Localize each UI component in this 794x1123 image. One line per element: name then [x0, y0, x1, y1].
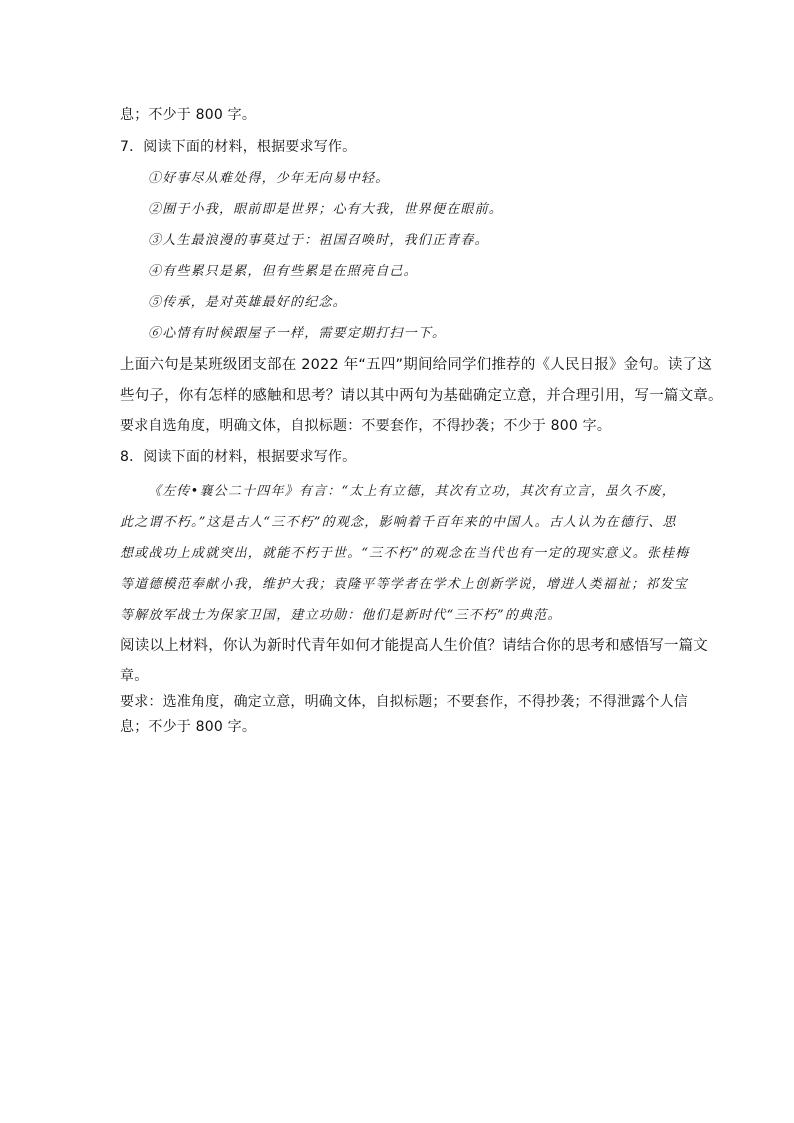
- quote-line: ②囿于小我，眼前即是世界；心有大我，世界便在眼前。: [148, 202, 504, 217]
- material-line: 此之谓不朽。”这是古人“三不朽”的观念，影响着千百年来的中国人。古人认为在德行、思: [120, 515, 677, 530]
- text-line: 息；不少于 800 字。: [120, 719, 257, 735]
- text-line: 要求：选准角度，确定立意，明确文体，自拟标题；不要套作，不得抄袭；不得泄露个人信: [120, 694, 688, 710]
- material-line: 想或战功上成就突出，就能不朽于世。“三不朽”的观念在当代也有一定的现实意义。张桂梅: [120, 546, 690, 561]
- text-line: 息；不少于 800 字。: [120, 107, 257, 123]
- material-line: 《左传•襄公二十四年》有言：“太上有立德，其次有立功，其次有立言，虽久不废，: [148, 484, 676, 499]
- quote-line: ④有些累只是累，但有些累是在照亮自己。: [148, 264, 418, 279]
- quote-line: ⑤传承，是对英雄最好的纪念。: [148, 295, 347, 310]
- text-line: 要求自选角度，明确文体，自拟标题：不要套作，不得抄袭；不少于 800 字。: [120, 418, 612, 434]
- text-line: 上面六句是某班级团支部在 2022 年“五四”期间给同学们推荐的《人民日报》金句。读了这: [120, 357, 712, 373]
- text-line: 些句子，你有怎样的感触和思考？请以其中两句为基础确定立意，并合理引用，写一篇文章。: [120, 388, 723, 404]
- material-line: 等解放军战士为保家卫国，建立功勋：他们是新时代“三不朽”的典范。: [120, 608, 562, 623]
- question-7-prompt: 7．阅读下面的材料，根据要求写作。: [120, 139, 357, 155]
- quote-line: ③人生最浪漫的事莫过于：祖国召唤时，我们正青春。: [148, 233, 489, 248]
- quote-line: ①好事尽从难处得，少年无向易中轻。: [148, 171, 390, 186]
- quote-line: ⑥心情有时候跟屋子一样，需要定期打扫一下。: [148, 326, 447, 341]
- question-8-prompt: 8．阅读下面的材料，根据要求写作。: [120, 449, 357, 465]
- text-line: 章。: [120, 668, 149, 684]
- text-line: 阅读以上材料，你认为新时代青年如何才能提高人生价值？请结合你的思考和感悟写一篇文: [120, 638, 708, 654]
- material-line: 等道德模范奉献小我，维护大我；袁隆平等学者在学术上创新学说，增进人类福祉；祁发宝: [120, 577, 689, 592]
